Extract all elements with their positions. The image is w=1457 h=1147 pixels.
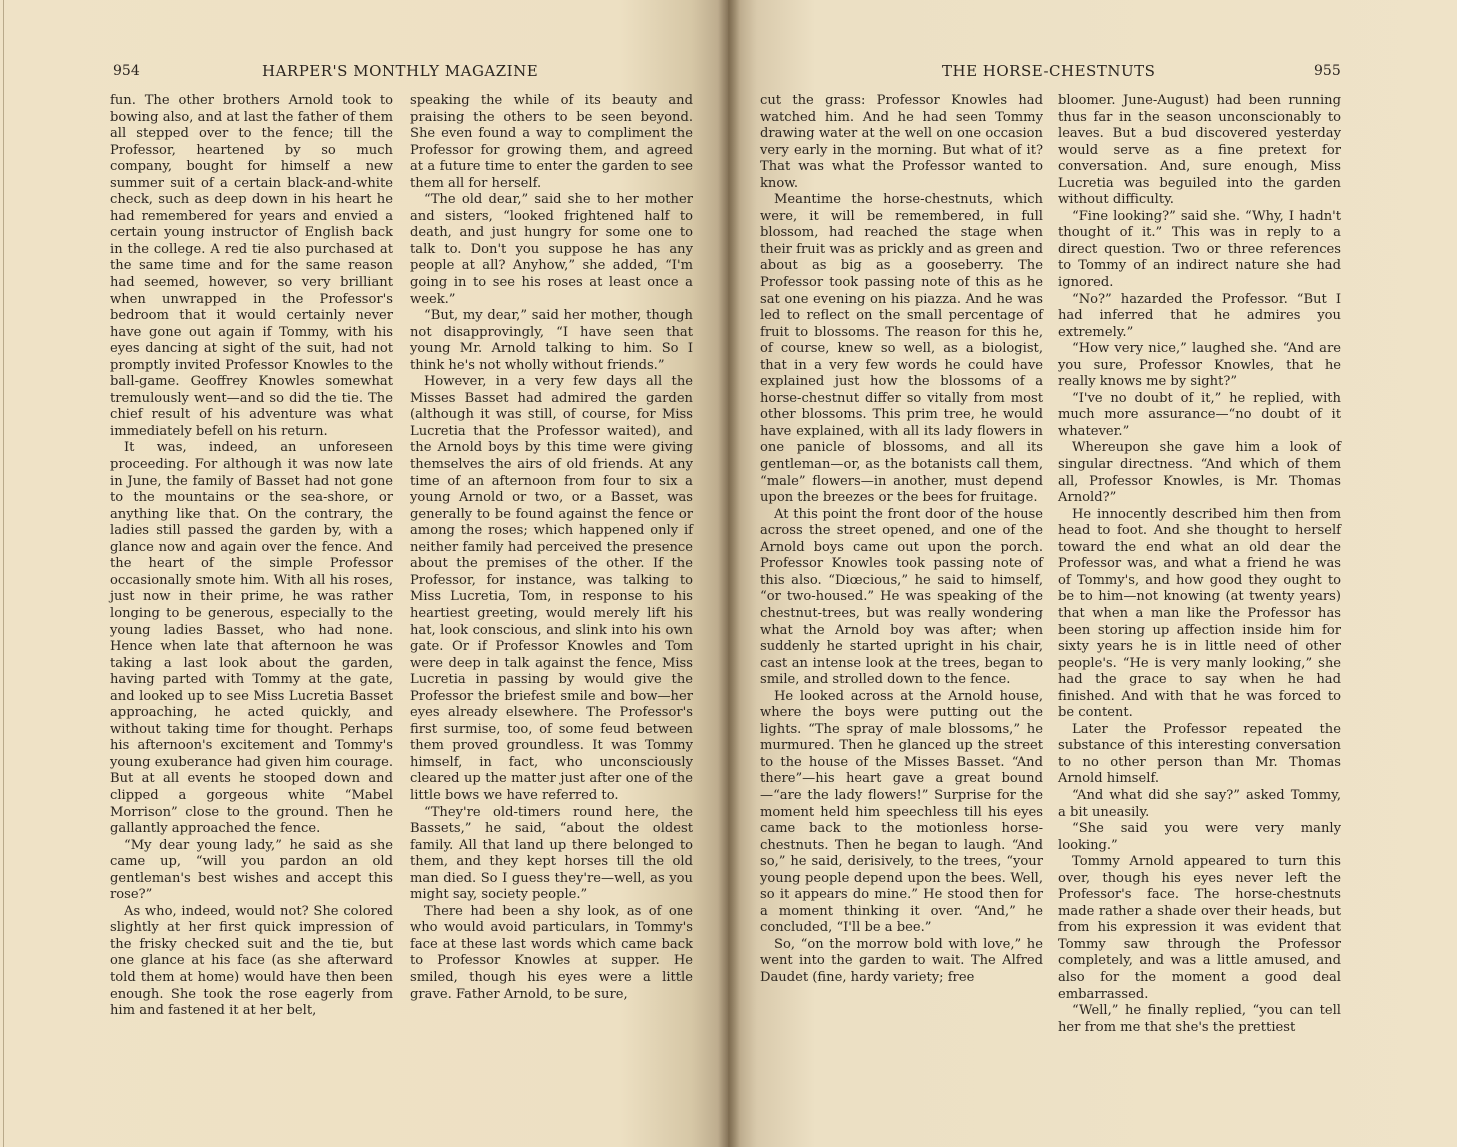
running-head: HARPER'S MONTHLY MAGAZINE [262,62,539,80]
paragraph: However, in a very few days all the Misses Basset had admired the garden (although it was still, of course, for Miss Lucretia that the Professor waited), and the Arnold boys by this time were giving themselves the airs of old friends. At any time of an afternoon from four to six a young Arnold or two, or a Basset, was generally to be found against the fence or among the roses; which happened only if neither family had perceived the presence about the premises of the other. If the Professor, for instance, was talking to Miss Lucretia, Tom, in response to his heartiest greeting, would merely lift his hat, look conscious, and slink into his own gate. Or if Professor Knowles and Tom were deep in talk against the fence, Miss Lucretia in passing by would give the Professor the briefest smile and bow—her eyes already elsewhere. The Professor's first surmise, too, of some feud between them proved groundless. It was Tommy himself, in fact, who unconsciously cleared up the matter just after one of the little bows we have referred to. [410,374,693,803]
book-gutter [718,0,740,1147]
paragraph: There had been a shy look, as of one who would avoid particulars, in Tommy's face at these last words which came back to Professor Knowles at supper. He smiled, though his eyes were a little grave. Father Arnold, to be sure, [410,903,693,1002]
paragraph: cut the grass: Professor Knowles had watched him. And he had seen Tommy drawing water at the well on one occasion very early in the morning. But what of it? That was what the Professor wanted to know. [760,93,1043,191]
paragraph: “Fine looking?” said she. “Why, I hadn't thought of it.” This was in reply to a direct question. Two or three references to Tommy of an indirect nature she had ignored. [1058,208,1341,291]
paragraph: “I've no doubt of it,” he replied, with much more assurance—“no doubt of it whatever.” [1058,390,1341,439]
left-page [0,0,728,1147]
paragraph: “The old dear,” said she to her mother and sisters, “looked frightened half to death, and just hungry for some one to talk to. Don't you suppose he has any people at all? Anyhow,” she added, “I'm going in to see his roses at least once a week.” [410,192,693,307]
text-column-right-1 [760,93,1043,987]
right-page [728,0,1457,1147]
paragraph: He innocently described him then from head to foot. And she thought to herself toward the end what an old dear the Professor was, and what a friend he was of Tommy's, and how good they ought to be to him—not knowing (at twenty years) that when a man like the Professor has been storing up affection inside him for sixty years he is in little need of other people's. “He is very manly looking,” she had the grace to say when he had finished. And with that he was forced to be content. [1058,506,1341,721]
page-edge [3,0,4,1147]
paragraph: It was, indeed, an unforeseen proceeding. For although it was now late in June, the family of Basset had not gone to the mountains or the sea-shore, or anything like that. On the contrary, the ladies still passed the garden by, with a glance now and again over the fence. And the heart of the simple Professor occasionally smote him. With all his roses, just now in their prime, he was rather longing to be generous, especially to the young ladies Basset, who had none. Hence when late that afternoon he was taking a last look about the garden, having parted with Tommy at the gate, and looked up to see Miss Lucretia Basset approaching, he acted quickly, and without taking time for thought. Perhaps his afternoon's excitement and Tommy's young exuberance had given him courage. But at all events he stooped down and clipped a gorgeous white “Mabel Morrison” close to the ground. Then he gallantly approached the fence. [110,440,393,837]
paragraph: “And what did she say?” asked Tommy, a bit uneasily. [1058,787,1341,820]
page-number: 954 [113,63,140,79]
paragraph: Meantime the horse-chestnuts, which were, it will be remembered, in full blossom, had reached the stage when their fruit was as prickly and as green and about as big as a gooseberry. The Professor took passing note of this as he sat one evening on his piazza. And he was led to reflect on the small percentage of fruit to blossoms. The reason for this he, of course, knew so well, as a biologist, that in a very few words he could have explained just how the blossoms of a horse-chestnut differ so vitally from most other blossoms. This prim tree, he would have explained, with all its lady flowers in one panicle of blossoms, and all its gentleman—or, as the botanists call them, “male” flowers—in another, must depend upon the breezes or the bees for fruitage. [760,192,1043,506]
paragraph: “No?” hazarded the Professor. “But I had inferred that he admires you extremely.” [1058,291,1341,340]
paragraph: As who, indeed, would not? She colored slightly at her first quick impression of the frisky checked suit and the tie, but one glance at his face (as she afterward told them at home) would have then been enough. She took the rose eagerly from him and fastened it at her belt, [110,903,393,1019]
paragraph: Later the Professor repeated the substance of this interesting conversation to no other person than Mr. Thomas Arnold himself. [1058,721,1341,787]
paragraph: “They're old-timers round here, the Bassets,” he said, “about the oldest family. All that land up there belonged to them, and they kept horses till the old man died. So I guess they're—well, as you might say, society people.” [410,804,693,903]
text-column-right-2 [1058,93,1341,1036]
paragraph: bloomer. June-August) had been running thus far in the season unconscionably to leaves. But a bud discovered yesterday would serve as a fine pretext for conversation. And, sure enough, Miss Lucretia was beguiled into the garden without difficulty. [1058,93,1341,208]
paragraph: “My dear young lady,” he said as she came up, “will you pardon an old gentleman's best wishes and accept this rose?” [110,837,393,903]
paragraph: Whereupon she gave him a look of singular directness. “And which of them all, Professor Knowles, is Mr. Thomas Arnold?” [1058,440,1341,506]
paragraph: Tommy Arnold appeared to turn this over, though his eyes never left the Professor's face. The horse-chestnuts made rather a shade over their heads, but from his expression it was evident that Tommy saw through the Professor completely, and was a little amused, and also for the moment a good deal embarrassed. [1058,854,1341,1002]
running-head: THE HORSE-CHESTNUTS [942,62,1156,80]
paragraph: “How very nice,” laughed she. “And are you sure, Professor Knowles, that he really knows me by sight?” [1058,341,1341,390]
page-number: 955 [1314,63,1341,79]
text-column-left-1 [110,93,393,1020]
text-column-left-2 [410,93,693,1003]
paragraph: speaking the while of its beauty and praising the others to be seen beyond. She even found a way to compliment the Professor for growing them, and agreed at a future time to enter the garden to see them all for herself. [410,93,693,191]
paragraph: He looked across at the Arnold house, where the boys were putting out the lights. “The spray of male blossoms,” he murmured. Then he glanced up the street to the house of the Misses Basset. “And there”—his heart gave a great bound—“are the lady flowers!” Surprise for the moment held him speechless till his eyes came back to the motionless horse-chestnuts. Then he began to laugh. “And so,” he said, derisively, to the trees, “your young people depend upon the bees. Well, so it appears do mine.” He stood then for a moment thinking it over. “And,” he concluded, “I'll be a bee.” [760,688,1043,936]
paragraph: So, “on the morrow bold with love,” he went into the garden to wait. The Alfred Daudet (fine, hardy variety; free [760,936,1043,985]
paragraph: fun. The other brothers Arnold took to bowing also, and at last the father of them all stepped over to the fence; till the Professor, heartened by so much company, bought for himself a new summer suit of a certain black-and-white check, such as deep down in his heart he had remembered for years and envied a certain young instructor of English back in the college. A red tie also purchased at the same time and for the same reason had seemed, however, so very brilliant when unwrapped in the Professor's bedroom that it would certainly never have gone out again if Tommy, with his eyes dancing at sight of the suit, had not promptly invited Professor Knowles to the ball-game. Geoffrey Knowles somewhat tremulously went—and so did the tie. The chief result of his adventure was what immediately befell on his return. [110,93,393,439]
paragraph: At this point the front door of the house across the street opened, and one of the Arnold boys came out upon the porch. Professor Knowles took passing note of this also. “Diœcious,” he said to himself, “or two-housed.” He was speaking of the chestnut-trees, but was really wondering what the Arnold boy was after; when suddenly he started upright in his chair, cast an intense look at the trees, began to smile, and strolled down to the fence. [760,506,1043,688]
paragraph: “Well,” he finally replied, “you can tell her from me that she's the prettiest [1058,1003,1341,1035]
paragraph: “She said you were very manly looking.” [1058,821,1341,853]
paragraph: “But, my dear,” said her mother, though not disapprovingly, “I have seen that young Mr. Arnold talking to him. So I think he's not wholly without friends.” [410,308,693,373]
